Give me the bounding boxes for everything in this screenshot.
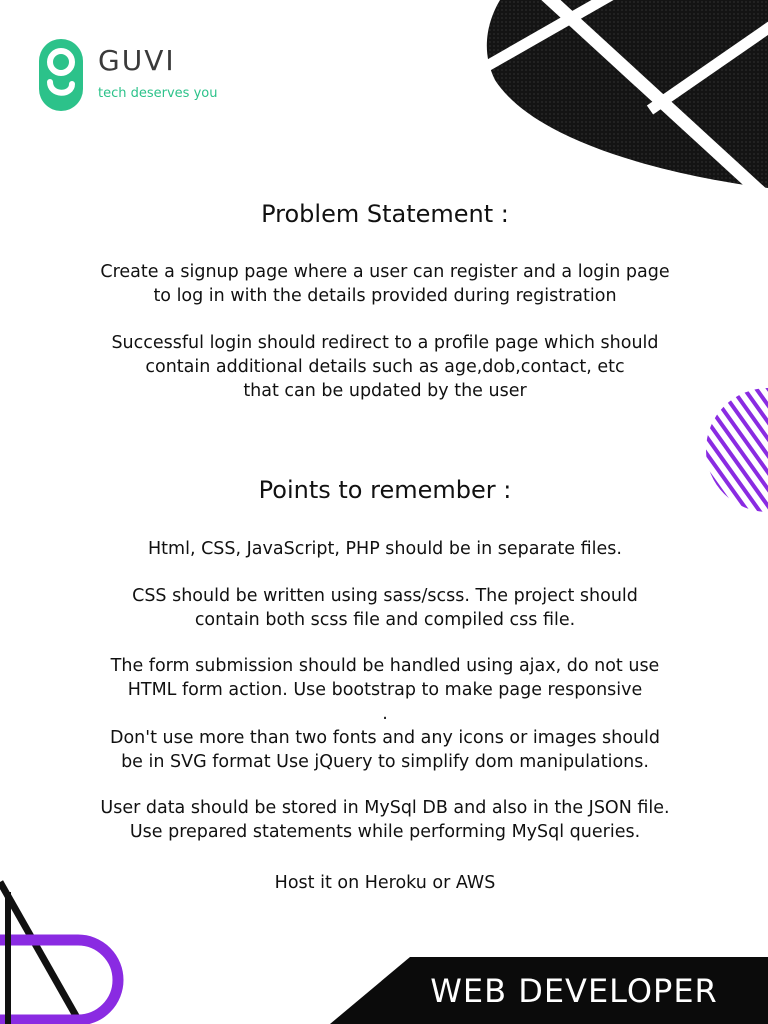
problem-paragraph-1 xyxy=(0,260,768,308)
text-line: User data should be stored in MySql DB and also in the JSON file. xyxy=(100,798,670,818)
text-line: HTML form action. Use bootstrap to make page responsive xyxy=(127,680,643,700)
text-line: be in SVG format Use jQuery to simplify dom manipulations. xyxy=(121,752,649,772)
text-line: to log in with the details provided during registration xyxy=(153,286,617,306)
top-right-mesh-shape xyxy=(480,0,768,210)
text-line: contain both scss file and compiled css file. xyxy=(194,610,576,630)
points-paragraph-2 xyxy=(0,584,768,632)
text-line: CSS should be written using sass/scss. The project should xyxy=(132,586,638,606)
text-line: that can be updated by the user xyxy=(243,381,527,401)
logo-name: GUVI xyxy=(98,44,176,77)
points-paragraph-5 xyxy=(0,871,768,895)
points-to-remember-heading: Points to remember : xyxy=(258,476,512,504)
points-paragraph-1 xyxy=(0,537,768,561)
points-paragraph-4 xyxy=(0,796,768,844)
guvi-logo-icon xyxy=(36,36,86,114)
text-line: contain additional details such as age,dob,contact, etc xyxy=(145,357,625,377)
text-line: Successful login should redirect to a profile page which should xyxy=(111,333,659,353)
points-paragraph-3 xyxy=(0,654,768,774)
problem-statement-heading: Problem Statement : xyxy=(261,200,509,228)
text-line: . xyxy=(382,704,388,724)
text-line: Create a signup page where a user can register and a login page xyxy=(100,262,670,282)
bottom-left-shapes xyxy=(0,882,118,1024)
logo-tagline: tech deserves you xyxy=(98,86,218,101)
problem-paragraph-2 xyxy=(0,331,768,403)
text-line: Html, CSS, JavaScript, PHP should be in separate files. xyxy=(148,539,622,559)
guvi-logo xyxy=(36,36,256,116)
text-line: Don't use more than two fonts and any icons or images should xyxy=(109,728,661,748)
text-line: Host it on Heroku or AWS xyxy=(274,873,496,893)
text-line: Use prepared statements while performing MySql queries. xyxy=(129,822,641,842)
text-line: The form submission should be handled using ajax, do not use xyxy=(110,656,660,676)
web-developer-label: WEB DEVELOPER xyxy=(430,972,718,1010)
